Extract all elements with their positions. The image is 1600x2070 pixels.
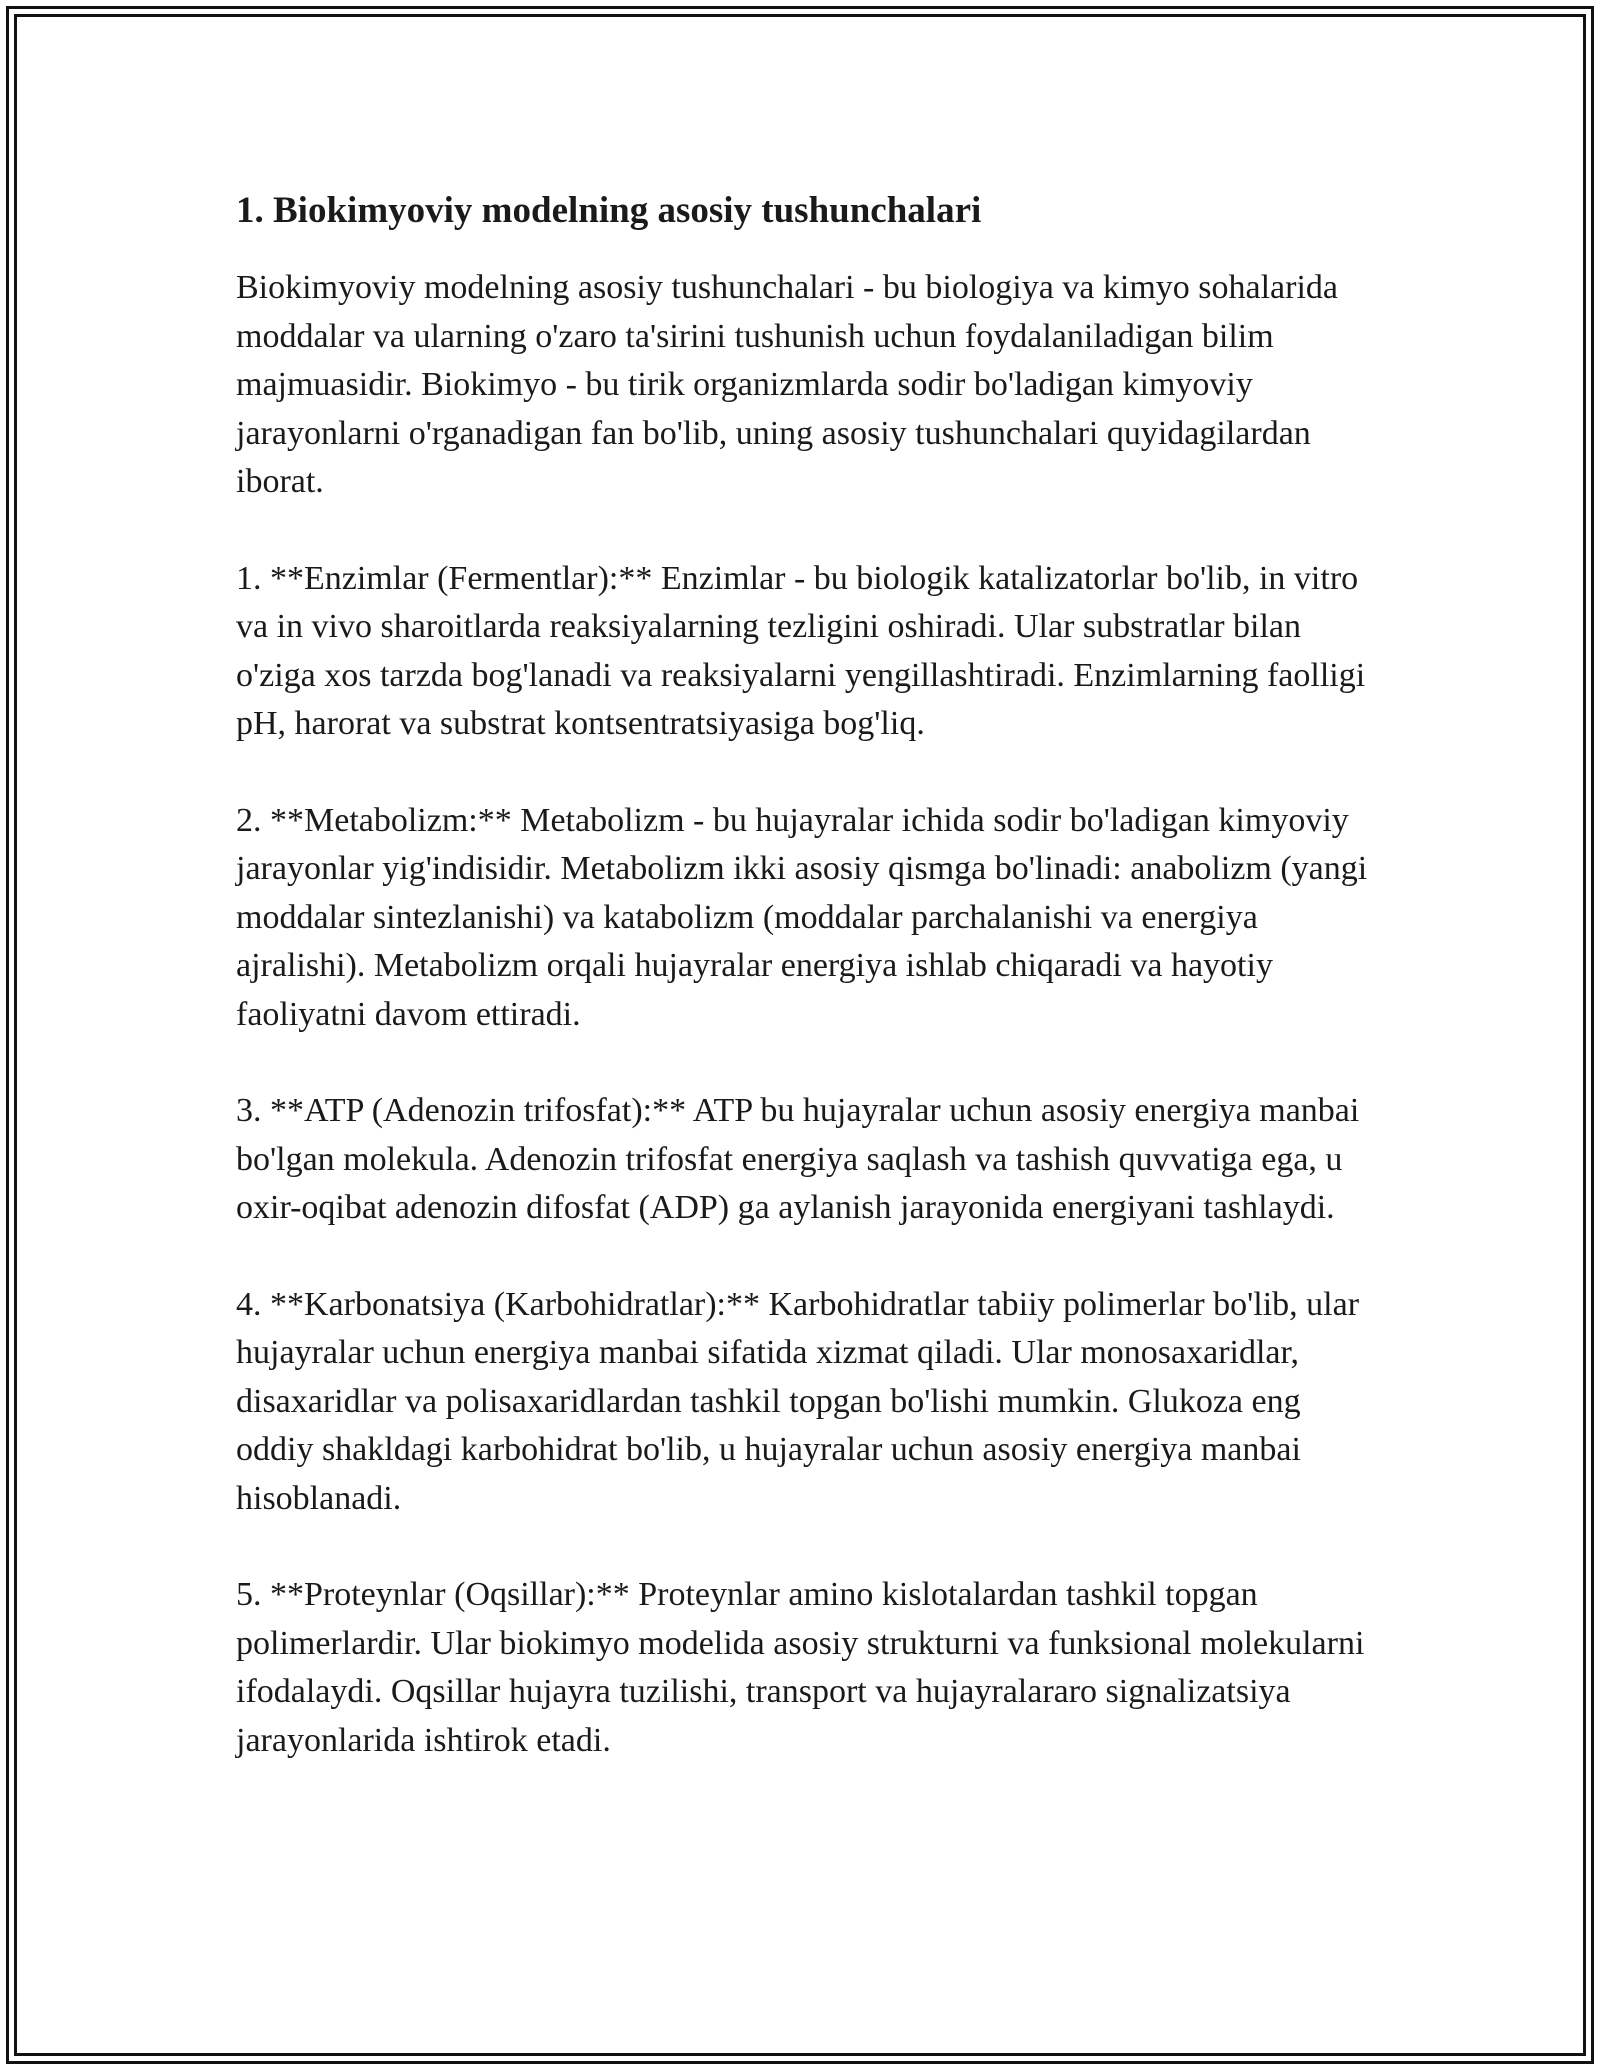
carbohydrates-paragraph: 4. **Karbonatsiya (Karbohidratlar):** Karbohidratlar tabiiy polimerlar bo'lib, ular hujayralar uchun energiya manbai sifatida xizmat qiladi. Ular monosaxaridlar, disaxaridlar va polisaxaridlardan tashkil topgan bo'lishi mumkin. Glukoza eng oddiy shakldagi karbohidrat bo'lib, u hujayralar uchun asosiy energiya manbai hisoblanadi. — [236, 1285, 1360, 1517]
atp-paragraph: 3. **ATP (Adenozin trifosfat):** ATP bu hujayralar uchun asosiy energiya manbai bo'lgan molekula. Adenozin trifosfat energiya saqlash va tashish quvvatiga ega, u oxir-oqibat adenozin difosfat (ADP) ga aylanish jarayonida energiyani tashlaydi. — [236, 1092, 1360, 1226]
document-body — [236, 184, 1376, 1813]
section-heading: 1. Biokimyoviy modelning asosiy tushunchalari — [236, 190, 982, 231]
enzymes-paragraph: 1. **Enzimlar (Fermentlar):** Enzimlar - bu biologik katalizatorlar bo'lib, in vitro va in vivo sharoitlarda reaksiyalarning tezligini oshiradi. Ular substratlar bilan o'ziga xos tarzda bog'lanadi va reaksiyalarni yengillashtiradi. Enzimlarning faolligi pH, harorat va substrat kontsentratsiyasiga bog'liq. — [236, 559, 1366, 742]
metabolism-paragraph: 2. **Metabolizm:** Metabolizm - bu hujayralar ichida sodir bo'ladigan kimyoviy jarayonlar yig'indisidir. Metabolizm ikki asosiy qismga bo'linadi: anabolizm (yangi moddalar sintezlanishi) va katabolizm (moddalar parchalanishi va energiya ajralishi). Metabolizm orqali hujayralar energiya ishlab chiqaradi va hayotiy faoliyatni davom ettiradi. — [236, 801, 1368, 1033]
intro-paragraph: Biokimyoviy modelning asosiy tushunchalari - bu biologiya va kimyo sohalarida moddalar va ularning o'zaro ta'sirini tushunish uchun foydalaniladigan bilim majmuasidir. Biokimyo - bu tirik organizmlarda sodir bo'ladigan kimyoviy jarayonlarni o'rganadigan fan bo'lib, uning asosiy tushunchalari quyidagilardan iborat. — [236, 269, 1339, 500]
proteins-paragraph: 5. **Proteynlar (Oqsillar):** Proteynlar amino kislotalardan tashkil topgan polimerlardir. Ular biokimyo modelida asosiy strukturni va funksional molekularni ifodalaydi. Oqsillar hujayra tuzilishi, transport va hujayralararo signalizatsiya jarayonlarida ishtirok etadi. — [236, 1576, 1365, 1759]
